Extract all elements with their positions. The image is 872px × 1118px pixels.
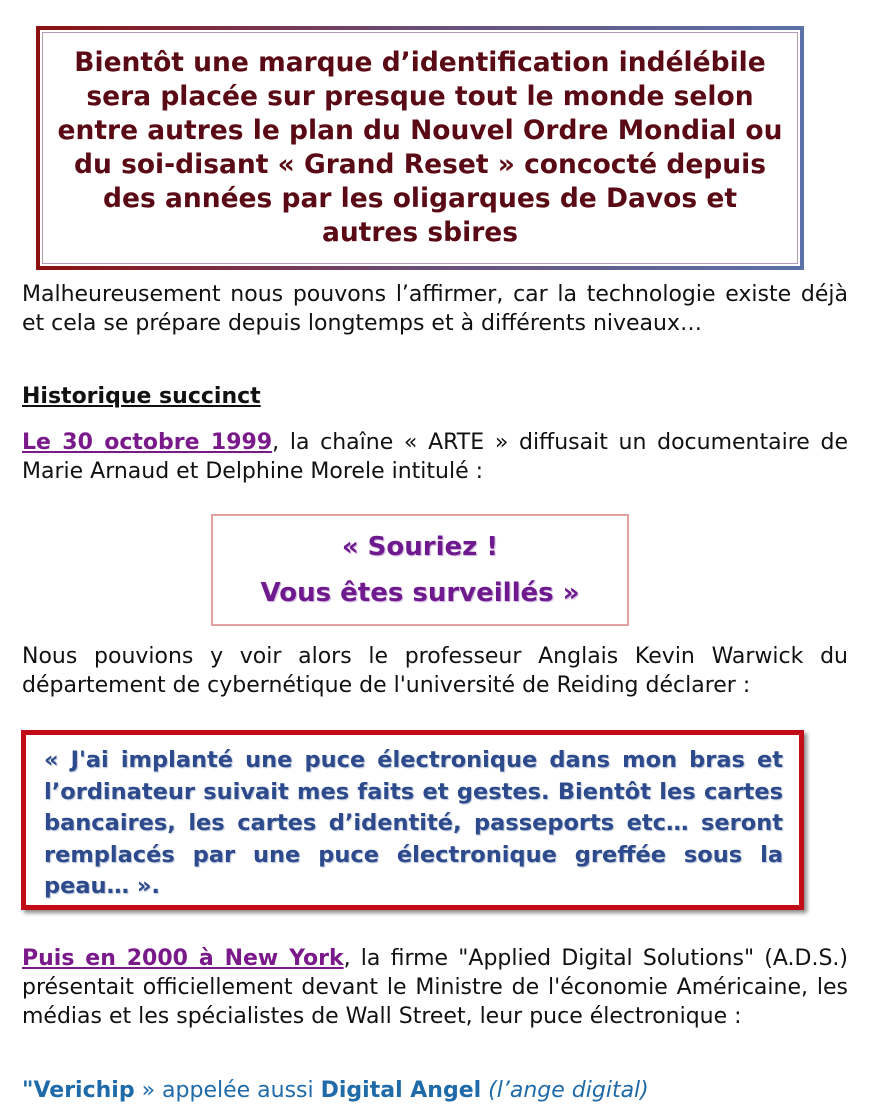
section-heading: Historique succinct (22, 384, 261, 409)
warwick-quote-box (21, 730, 804, 910)
verichip-line (22, 1076, 649, 1106)
title-box (36, 26, 804, 270)
warwick-quote-text: « J'ai implanté une puce électronique dans mon bras et l’ordinateur suivait mes faits et gestes. Bientôt les cartes bancaires, les cartes d’identité, passeports etc… seront remplacés par une puce électronique greffée sous la peau… ». (44, 747, 783, 899)
verichip-alias: Digital Angel (320, 1078, 482, 1103)
title-box-inner (40, 30, 800, 266)
documentary-title-box (211, 514, 629, 626)
verichip-mid: » appelée aussi (134, 1078, 321, 1103)
ads-paragraph-text: , la firme "Applied Digital Solutions" (A.D.S.) présentait officiellement devant le Ministre de l'économie Américaine, les médias et les spécialistes de Wall Street, leur puce électronique : (22, 946, 848, 1029)
date-link-2000[interactable]: Puis en 2000 à New York (22, 946, 344, 971)
intro-paragraph: Malheureusement nous pouvons l’affirmer, car la technologie existe déjà et cela se prépare depuis longtemps et à différents niveaux… (22, 282, 848, 336)
warwick-intro-paragraph: Nous pouvions y voir alors le professeur Anglais Kevin Warwick du département de cybernétique de l'université de Reiding déclarer : (22, 644, 848, 698)
date-link-1999[interactable]: Le 30 octobre 1999 (22, 430, 273, 455)
verichip-translation: (l’ange digital) (481, 1078, 649, 1103)
arte-paragraph-text: , la chaîne « ARTE » diffusait un documentaire de Marie Arnaud et Delphine Morele intitulé : (22, 430, 848, 484)
ads-paragraph (22, 944, 848, 1031)
verichip-name: "Verichip (22, 1078, 135, 1103)
title-text: Bientôt une marque d’identification indélébile sera placée sur presque tout le monde selon entre autres le plan du Nouvel Ordre Mondial ou du soi-disant « Grand Reset » concocté depuis des années par les oligarques de Davos et autres sbires (57, 47, 783, 248)
arte-paragraph (22, 428, 848, 486)
documentary-title-line-2: Vous êtes surveillés » (260, 578, 580, 608)
documentary-title-line-1: « Souriez ! (341, 532, 499, 562)
